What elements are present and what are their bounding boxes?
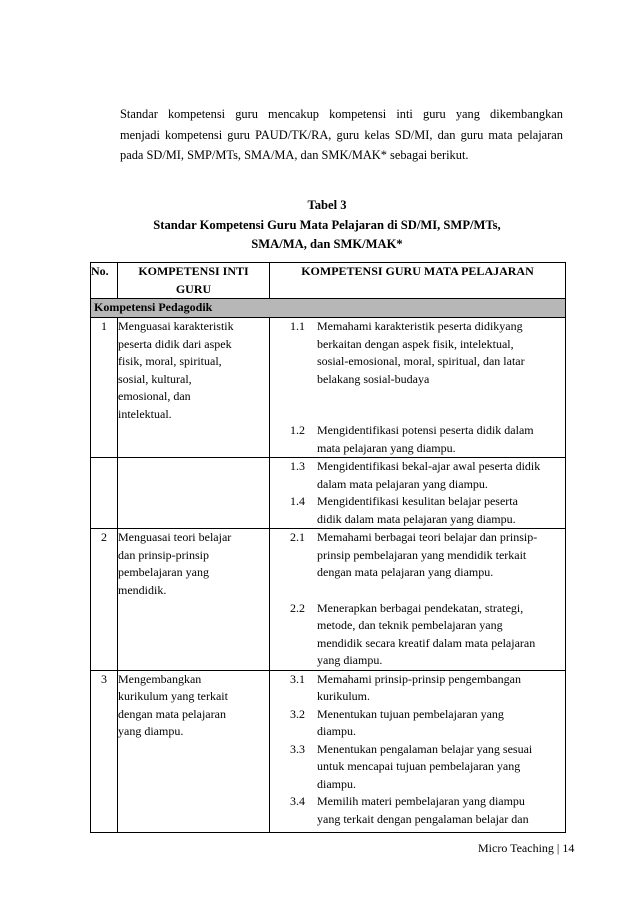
core-line: dan prinsip-prinsip — [118, 547, 209, 562]
core-competency-cell — [118, 458, 270, 529]
item-line: mata pelajaran yang diampu. — [317, 440, 456, 455]
item-line: Mengidentifikasi bekal-ajar awal peserta didik — [317, 459, 541, 473]
intro-line: Standar kompetensi guru mencakup kompetensi inti guru yang dikembangkan — [120, 107, 563, 121]
item-line: Menerapkan berbagai pendekatan, strategi, — [317, 600, 524, 615]
item-line: dalam mata pelajaran yang diampu. — [317, 476, 488, 491]
competency-item — [270, 671, 565, 706]
competency-item — [270, 600, 565, 670]
item-number: 3.1 — [290, 671, 305, 686]
table-row — [91, 670, 566, 833]
item-line: Memahami prinsip-prinsip pengembangan — [317, 671, 521, 686]
header-core-line: KOMPETENSI INTI — [138, 264, 249, 278]
item-line: berkaitan dengan aspek fisik, intelektual, — [317, 336, 514, 351]
item-line: Mengidentifikasi potensi peserta didik dalam — [317, 423, 534, 437]
competency-item — [270, 422, 565, 457]
core-line: mendidik. — [118, 582, 167, 597]
header-subject-competency: KOMPETENSI GURU MATA PELAJARAN — [270, 263, 566, 299]
core-competency-cell — [118, 670, 270, 833]
item-line: Memilih materi pembelajaran yang diampu — [317, 794, 525, 808]
header-core-line: GURU — [175, 281, 212, 296]
item-line: metode, dan teknik pembelajaran yang — [317, 618, 503, 632]
competency-item — [270, 458, 565, 493]
row-number: 1 — [91, 318, 118, 458]
table-title-line: Standar Kompetensi Guru Mata Pelajaran di SD/MI, SMP/MTs, — [153, 217, 501, 232]
core-line: kurikulum yang terkait — [118, 689, 228, 703]
subject-competency-cell — [270, 318, 566, 458]
core-competency-cell — [118, 318, 270, 458]
core-competency-cell — [118, 529, 270, 671]
item-number: 1.2 — [290, 423, 305, 437]
intro-paragraph — [120, 104, 563, 166]
item-line: Menentukan pengalaman belajar yang sesuai — [317, 741, 533, 756]
core-line: yang diampu. — [118, 724, 184, 738]
item-number: 1.4 — [290, 494, 305, 508]
core-line: emosional, dan — [118, 389, 191, 403]
core-line: peserta didik dari aspek — [118, 336, 232, 351]
item-line: prinsip pembelajaran yang mendidik terkait — [317, 547, 527, 562]
item-number: 2.2 — [290, 600, 305, 615]
page-footer: Micro Teaching | 14 — [478, 841, 575, 855]
table-label: Tabel 3 — [307, 198, 347, 212]
core-line: dengan mata pelajaran — [118, 706, 226, 721]
core-line: Menguasai teori belajar — [118, 530, 232, 544]
header-core-competency — [118, 263, 270, 299]
item-number: 3.3 — [290, 741, 305, 756]
item-line: Menentukan tujuan pembelajaran yang — [317, 706, 504, 721]
row-number — [91, 458, 118, 529]
item-line: yang diampu. — [317, 653, 383, 667]
core-line: Mengembangkan — [118, 671, 202, 686]
table-row — [91, 529, 566, 671]
item-number: 1.1 — [290, 319, 305, 333]
subject-competency-cell — [270, 458, 566, 529]
item-line: mendidik secara kreatif dalam mata pelajaran — [317, 635, 536, 650]
competency-item — [270, 741, 565, 794]
competency-item — [270, 493, 565, 528]
item-line: Memahami karakteristik peserta didikyang — [317, 319, 523, 333]
item-line: dengan mata pelajaran yang diampu. — [317, 565, 494, 579]
subject-competency-cell — [270, 670, 566, 833]
competency-item — [270, 793, 565, 828]
competency-item — [270, 529, 565, 582]
intro-line: menjadi kompetensi guru PAUD/TK/RA, guru kelas SD/MI, dan guru mata pelajaran — [120, 127, 563, 142]
intro-line: pada SD/MI, SMP/MTs, SMA/MA, dan SMK/MAK* sebagai berikut. — [120, 148, 469, 163]
item-line: belakang sosial-budaya — [317, 371, 430, 386]
item-number: 1.3 — [290, 459, 305, 473]
item-line: kurikulum. — [317, 689, 370, 703]
item-line: diampu. — [317, 724, 356, 738]
table-row — [91, 318, 566, 458]
item-line: sosial-emosional, moral, spiritual, dan latar — [317, 354, 525, 368]
table-title-line: SMA/MA, dan SMK/MAK* — [251, 237, 403, 251]
item-line: didik dalam mata pelajaran yang diampu. — [317, 511, 516, 526]
row-number: 2 — [91, 529, 118, 671]
item-line: Mengidentifikasi kesulitan belajar peserta — [317, 494, 518, 508]
header-no: No. — [91, 263, 118, 299]
section-title: Kompetensi Pedagodik — [91, 299, 566, 318]
core-line: Menguasai karakteristik — [118, 319, 234, 333]
item-line: Memahami berbagai teori belajar dan prinsip- — [317, 530, 538, 544]
item-number: 2.1 — [290, 530, 305, 544]
item-number: 3.4 — [290, 794, 305, 808]
item-number: 3.2 — [290, 706, 305, 721]
core-line: sosial, kultural, — [118, 371, 192, 386]
core-line: fisik, moral, spiritual, — [118, 354, 222, 368]
competency-item — [270, 318, 565, 388]
table-header-row — [91, 263, 566, 299]
row-number: 3 — [91, 670, 118, 833]
table-caption — [90, 196, 564, 255]
subject-competency-cell — [270, 529, 566, 671]
item-line: untuk mencapai tujuan pembelajaran yang — [317, 759, 521, 773]
item-line: diampu. — [317, 776, 356, 791]
table-row — [91, 458, 566, 529]
core-line: intelektual. — [118, 406, 172, 421]
core-line: pembelajaran yang — [118, 565, 209, 579]
competency-table — [90, 262, 566, 833]
competency-item — [270, 706, 565, 741]
section-row — [91, 299, 566, 318]
item-line: yang terkait dengan pengalaman belajar dan — [317, 811, 529, 826]
